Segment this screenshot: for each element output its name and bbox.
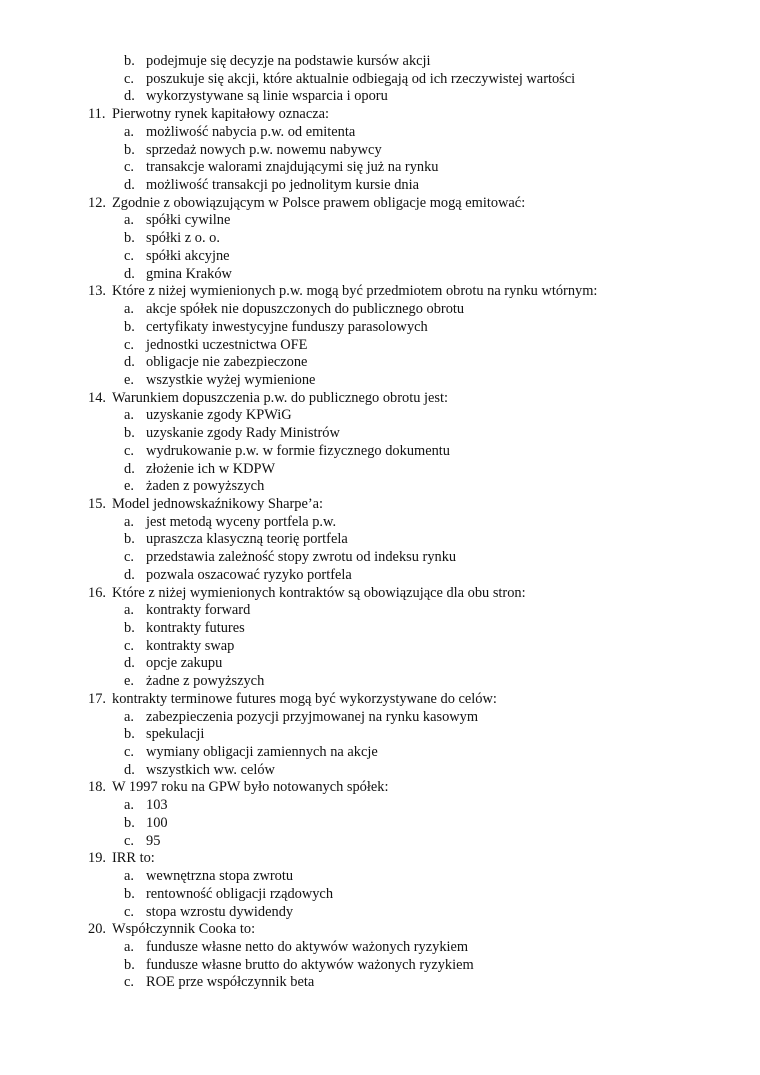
option-text: możliwość nabycia p.w. od emitenta <box>146 123 356 140</box>
option-line <box>0 815 760 833</box>
option-text: jest metodą wyceny portfela p.w. <box>146 513 337 530</box>
option-line <box>0 655 760 673</box>
option-letter: d. <box>124 460 135 477</box>
option-text: 95 <box>146 832 161 849</box>
option-text: akcje spółek nie dopuszczonych do publicznego obrotu <box>146 301 465 318</box>
option-text: kontrakty futures <box>146 620 245 636</box>
option-text: 100 <box>146 814 168 831</box>
option-letter: d. <box>124 566 135 583</box>
option-text: wewnętrzna stopa zwrotu <box>146 868 294 885</box>
option-letter: a. <box>124 938 134 955</box>
option-letter: d. <box>124 88 135 105</box>
option-letter: c. <box>124 974 134 991</box>
question-number: 15. <box>88 495 106 512</box>
option-letter: b. <box>124 230 135 247</box>
option-line <box>0 177 760 195</box>
question-text: Pierwotny rynek kapitałowy oznacza: <box>112 106 329 123</box>
option-text: poszukuje się akcji, które aktualnie odbiegają od ich rzeczywistej wartości <box>146 70 576 87</box>
question-number: 12. <box>88 194 106 211</box>
question-line <box>0 691 760 709</box>
option-text: rentowność obligacji rządowych <box>146 885 334 902</box>
option-letter: b. <box>124 814 135 831</box>
option-letter: e. <box>124 478 134 495</box>
option-text: uzyskanie zgody Rady Ministrów <box>146 425 340 442</box>
option-line <box>0 939 760 957</box>
option-text: stopa wzrostu dywidendy <box>146 903 294 920</box>
option-letter: b. <box>124 425 135 442</box>
option-line <box>0 868 760 886</box>
option-text: wykorzystywane są linie wsparcia i oporu <box>146 88 388 105</box>
question-number: 20. <box>88 921 106 938</box>
option-letter: c. <box>124 903 134 920</box>
option-text: spółki cywilne <box>146 212 231 229</box>
option-letter: c. <box>124 637 134 654</box>
option-letter: b. <box>124 726 135 743</box>
option-line <box>0 212 760 230</box>
option-text: spekulacji <box>146 726 205 743</box>
option-text: złożenie ich w KDPW <box>146 460 276 477</box>
option-text: ROE prze współczynnik beta <box>146 974 315 991</box>
option-text: sprzedaż nowych p.w. nowemu nabywcy <box>146 141 382 158</box>
option-line <box>0 957 760 975</box>
option-line <box>0 407 760 425</box>
option-text: fundusze własne brutto do aktywów ważonych ryzykiem <box>146 956 474 973</box>
question-line <box>0 585 760 603</box>
option-text: kontrakty forward <box>146 602 251 619</box>
option-line <box>0 319 760 337</box>
option-letter: e. <box>124 371 134 388</box>
option-letter: c. <box>124 70 134 87</box>
option-text: wymiany obligacji zamiennych na akcje <box>146 744 378 761</box>
option-line <box>0 709 760 727</box>
option-letter: e. <box>124 673 134 690</box>
option-letter: c. <box>124 336 134 353</box>
option-letter: c. <box>124 832 134 849</box>
option-text: opcje zakupu <box>146 655 223 672</box>
question-number: 11. <box>88 106 106 123</box>
option-line <box>0 549 760 567</box>
option-text: przedstawia zależność stopy zwrotu od indeksu rynku <box>146 549 457 566</box>
option-line <box>0 726 760 744</box>
question-text: W 1997 roku na GPW było notowanych spółek: <box>112 779 389 796</box>
option-letter: b. <box>124 53 135 69</box>
option-text: jednostki uczestnictwa OFE <box>146 336 308 353</box>
option-letter: a. <box>124 602 134 619</box>
option-text: fundusze własne netto do aktywów ważonych ryzykiem <box>146 938 469 955</box>
option-text: zabezpieczenia pozycji przyjmowanej na rynku kasowym <box>146 708 479 725</box>
option-line <box>0 88 760 106</box>
option-letter: b. <box>124 531 135 548</box>
option-text: transakcje walorami znajdującymi się już na rynku <box>146 159 439 176</box>
option-letter: c. <box>124 247 134 264</box>
option-letter: b. <box>124 141 135 158</box>
option-letter: a. <box>124 407 134 424</box>
option-line <box>0 762 760 780</box>
option-letter: c. <box>124 442 134 459</box>
option-line <box>0 372 760 390</box>
option-line <box>0 124 760 142</box>
option-line <box>0 159 760 177</box>
option-text: obligacje nie zabezpieczone <box>146 354 308 371</box>
question-line <box>0 283 760 301</box>
option-letter: a. <box>124 797 134 814</box>
option-letter: b. <box>124 318 135 335</box>
option-text: możliwość transakcji po jednolitym kursie dnia <box>146 177 419 194</box>
option-text: spółki akcyjne <box>146 247 230 264</box>
question-line <box>0 496 760 514</box>
question-number: 14. <box>88 389 106 406</box>
question-list <box>0 53 760 992</box>
option-text: 103 <box>146 797 168 814</box>
option-letter: d. <box>124 177 135 194</box>
option-letter: d. <box>124 265 135 282</box>
option-line <box>0 337 760 355</box>
option-letter: d. <box>124 655 135 672</box>
option-line <box>0 602 760 620</box>
question-line <box>0 779 760 797</box>
option-text: kontrakty swap <box>146 637 235 654</box>
option-line <box>0 886 760 904</box>
option-line <box>0 744 760 762</box>
option-text: certyfikaty inwestycyjne funduszy parasolowych <box>146 318 428 335</box>
option-line <box>0 638 760 656</box>
option-line <box>0 425 760 443</box>
option-letter: c. <box>124 744 134 761</box>
option-line <box>0 620 760 638</box>
option-line <box>0 301 760 319</box>
question-number: 18. <box>88 779 106 796</box>
question-text: Warunkiem dopuszczenia p.w. do publicznego obrotu jest: <box>112 389 448 406</box>
option-line <box>0 230 760 248</box>
option-line <box>0 142 760 160</box>
question-text: kontrakty terminowe futures mogą być wykorzystywane do celów: <box>112 690 497 707</box>
option-letter: a. <box>124 708 134 725</box>
option-text: gmina Kraków <box>146 265 232 282</box>
option-letter: c. <box>124 159 134 176</box>
option-text: wszystkich ww. celów <box>146 761 275 778</box>
option-letter: a. <box>124 513 134 530</box>
option-line <box>0 833 760 851</box>
question-number: 17. <box>88 690 106 707</box>
question-text: Współczynnik Cooka to: <box>112 921 256 938</box>
option-letter: d. <box>124 354 135 371</box>
option-line <box>0 53 760 71</box>
question-text: Zgodnie z obowiązującym w Polsce prawem obligacje mogą emitować: <box>112 194 526 211</box>
option-letter: c. <box>124 549 134 566</box>
question-line <box>0 195 760 213</box>
option-letter: d. <box>124 761 135 778</box>
question-number: 13. <box>88 283 106 300</box>
question-line <box>0 106 760 124</box>
option-line <box>0 514 760 532</box>
option-text: żadne z powyższych <box>146 673 265 690</box>
option-line <box>0 478 760 496</box>
option-line <box>0 531 760 549</box>
question-text: IRR to: <box>112 850 155 867</box>
option-letter: b. <box>124 620 135 636</box>
question-line <box>0 390 760 408</box>
option-line <box>0 673 760 691</box>
option-line <box>0 904 760 922</box>
option-text: uzyskanie zgody KPWiG <box>146 407 292 424</box>
option-line <box>0 974 760 992</box>
option-line <box>0 266 760 284</box>
option-letter: a. <box>124 212 134 229</box>
option-text: spółki z o. o. <box>146 230 220 247</box>
question-number: 16. <box>88 584 106 601</box>
question-text: Model jednowskaźnikowy Sharpe’a: <box>112 495 324 512</box>
option-letter: a. <box>124 301 134 318</box>
question-line <box>0 921 760 939</box>
option-line <box>0 461 760 479</box>
option-letter: b. <box>124 885 135 902</box>
option-line <box>0 443 760 461</box>
question-number: 19. <box>88 850 106 867</box>
option-text: wszystkie wyżej wymienione <box>146 371 316 388</box>
option-letter: b. <box>124 956 135 973</box>
option-text: podejmuje się decyzje na podstawie kursów akcji <box>146 53 431 69</box>
option-text: pozwala oszacować ryzyko portfela <box>146 566 352 583</box>
option-line <box>0 354 760 372</box>
option-text: wydrukowanie p.w. w formie fizycznego dokumentu <box>146 442 450 459</box>
option-line <box>0 248 760 266</box>
question-line <box>0 850 760 868</box>
question-text: Które z niżej wymienionych kontraktów są obowiązujące dla obu stron: <box>112 584 526 601</box>
option-line <box>0 567 760 585</box>
option-line <box>0 797 760 815</box>
option-letter: a. <box>124 868 134 885</box>
option-text: upraszcza klasyczną teorię portfela <box>146 531 348 548</box>
option-letter: a. <box>124 123 134 140</box>
option-line <box>0 71 760 89</box>
question-text: Które z niżej wymienionych p.w. mogą być przedmiotem obrotu na rynku wtórnym: <box>112 283 598 300</box>
option-text: żaden z powyższych <box>146 478 265 495</box>
